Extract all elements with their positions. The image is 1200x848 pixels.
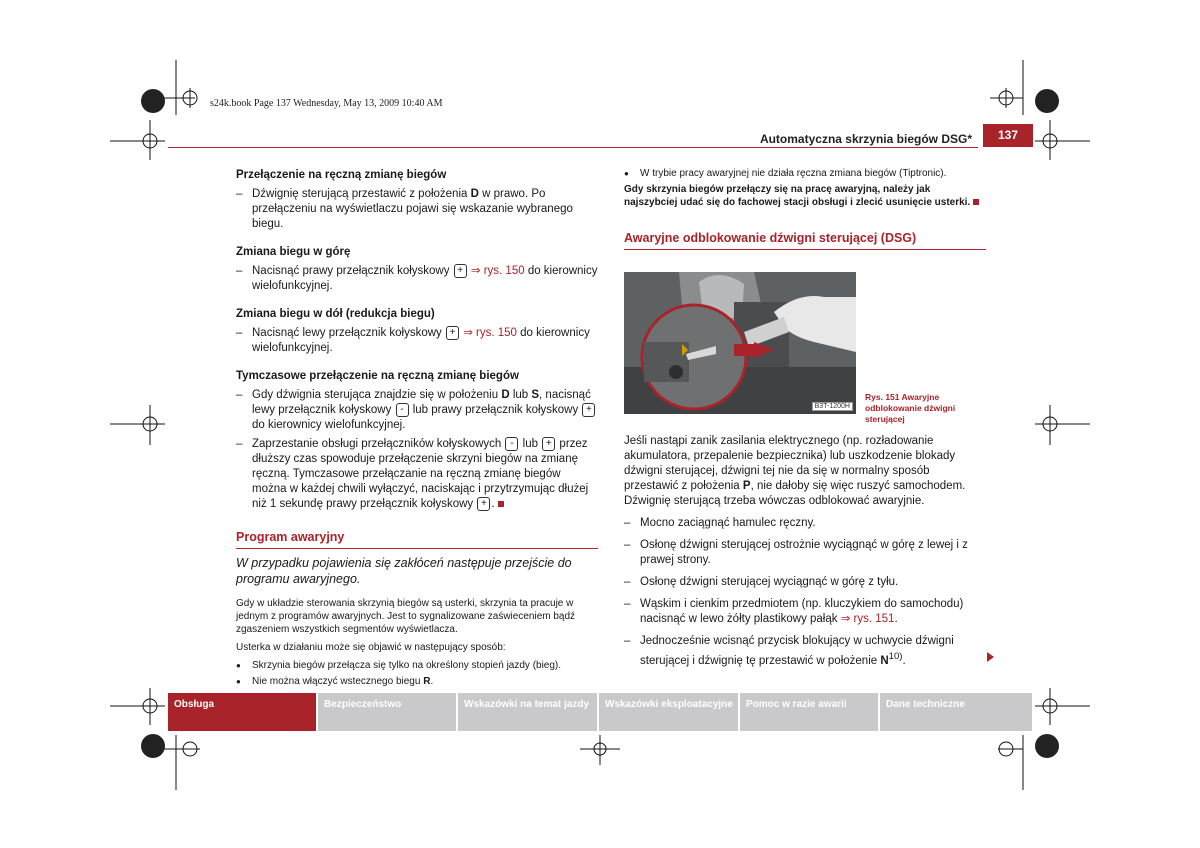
figure-reference-link[interactable]: ⇒ rys. 150 <box>460 327 517 340</box>
paragraph-emergency-release: Jeśli nastąpi zanik zasilania elektrycznego (np. rozładowanie akumulatora, przepalenie bezpiecznika) lub uszkodzenie blokady dźwigni sterującej, dźwigni tej nie da się w normalny sposób przestawić z położenia P, nie dałoby się więc ruszyć samochodem. Dźwignię sterującą trzeba wówczas odblokować awaryjnie. <box>624 435 966 507</box>
running-header-title: Automatyczna skrzynia biegów DSG* <box>759 132 972 146</box>
figure-reference-link[interactable]: ⇒ rys. 151 <box>840 613 895 625</box>
step-remove-cover-sides: – Osłonę dźwigni sterującej ostrożnie wyciągnąć w górę z lewej i z prawej strony. <box>624 538 986 568</box>
paragraph-symptoms: Usterka w działaniu może się objawić w następujący sposób: <box>236 642 506 654</box>
heading-upshift: Zmiana biegu w górę <box>236 246 351 258</box>
right-column <box>624 167 986 256</box>
tab-wskazowki-jazda[interactable]: Wskazówki na temat jazdy <box>458 693 597 731</box>
book-metadata-line: s24k.book Page 137 Wednesday, May 13, 2009 10:40 AM <box>210 98 443 109</box>
gear-lever-illustration <box>624 272 856 414</box>
figure-caption: Rys. 151 Awaryjne odblokowanie dźwigni sterującej <box>865 392 956 424</box>
minus-key-icon: - <box>396 403 409 417</box>
warning-paragraph: Gdy skrzynia biegów przełączy się na pracę awaryjną, należy jak najszybciej udać się do fachowej stacji obsługi i zlecić usunięcie usterki. <box>624 183 986 209</box>
tab-wskazowki-eksploatacyjne[interactable]: Wskazówki eksploatacyjne <box>599 693 738 731</box>
footnote-marker[interactable]: 10) <box>888 651 903 662</box>
right-column-lower <box>624 434 986 673</box>
chapter-navigation <box>168 693 1032 731</box>
plus-key-icon: + <box>477 497 490 511</box>
left-column <box>236 168 598 691</box>
bullet-item: ● Skrzynia biegów przełącza się tylko na określony stopień jazdy (bieg). <box>236 659 598 672</box>
bullet-item: ● Nie można włączyć wstecznego biegu R. <box>236 675 598 688</box>
section-title-emergency-release: Awaryjne odblokowanie dźwigni sterującej (DSG) <box>624 231 986 250</box>
continue-arrow-icon <box>987 652 994 662</box>
tab-pomoc[interactable]: Pomoc w razie awarii <box>740 693 878 731</box>
tab-obsluga[interactable]: Obsługa <box>168 693 316 731</box>
heading-downshift: Zmiana biegu w dół (redukcja biegu) <box>236 308 435 321</box>
tab-bezpieczenstwo[interactable]: Bezpieczeństwo <box>318 693 456 731</box>
figure-code: B3T-1200H <box>812 402 853 411</box>
plus-key-icon: + <box>582 403 595 417</box>
step-temporary-manual: – Gdy dźwignia sterująca znajdzie się w położeniu D lub S, nacisnąć lewy przełącznik kołyskowy - lub prawy przełącznik kołyskowy + do kierownicy wielofunkcyjnej. <box>236 388 598 433</box>
bullet-item: ● W trybie pracy awaryjnej nie działa ręczna zmiana biegów (Tiptronic). <box>624 167 986 180</box>
header-rule <box>168 147 978 148</box>
step-move-to-neutral: – Jednocześnie wcisnąć przycisk blokujący w uchwycie dźwigni sterującej i dźwignię tę przestawić w położenie $N^{10)}$. <box>624 634 986 669</box>
page-number: 137 <box>983 124 1033 147</box>
plus-key-icon: + <box>542 437 555 451</box>
lead-paragraph: W przypadku pojawienia się zakłóceń następuje przejście do programu awaryjnego. <box>236 556 572 587</box>
plus-key-icon: + <box>446 326 459 340</box>
step-manual-shift: – Dźwignię sterującą przestawić z położenia D w prawo. Po przełączeniu na wyświetlaczu pojawi się wskazanie wybranego biegu. <box>236 187 598 232</box>
paragraph-emergency: Gdy w układzie sterowania skrzynią biegów są usterki, skrzynia ta pracuje w jednym z programów awaryjnych. Jest to sygnalizowane zaświeceniem bądź zgaszeniem wszystkich segmentów wyświetlacza. <box>236 598 576 636</box>
figure-reference-link[interactable]: ⇒ rys. 150 <box>467 265 525 278</box>
step-stop-temporary: – Zaprzestanie obsługi przełączników kołyskowych - lub + przez dłuższy czas spowoduje przełączenie skrzyni biegów na zmianę ręczną. Tymczasowe przełączanie na ręczną zmianę biegów można w każdej chwili wyłączyć, naciskając i przytrzymując dłużej niż 1 sekundę prawy przełącznik kołyskowy + . <box>236 437 598 512</box>
figure-emergency-release-photo <box>624 272 856 414</box>
section-title-emergency-program: Program awaryjny <box>236 530 598 549</box>
step-remove-cover-rear: – Osłonę dźwigni sterującej wyciągnąć w górę z tyłu. <box>624 575 986 590</box>
tab-dane-techniczne[interactable]: Dane techniczne <box>880 693 1032 731</box>
section-end-icon <box>973 199 979 205</box>
heading-temporary-manual: Tymczasowe przełączenie na ręczną zmianę biegów <box>236 370 519 383</box>
step-upshift: – Nacisnąć prawy przełącznik kołyskowy + ⇒ rys. 150 do kierownicy wielofunkcyjnej. <box>236 264 598 294</box>
step-handbrake: – Mocno zaciągnąć hamulec ręczny. <box>624 516 986 531</box>
minus-key-icon: - <box>505 437 518 451</box>
section-end-icon <box>498 501 504 507</box>
step-press-yellow-bracket: – Wąskim i cienkim przedmiotem (np. kluczykiem do samochodu) nacisnąć w lewo żółty plastikowy pałąk ⇒ rys. 151. <box>624 597 986 627</box>
step-downshift: – Nacisnąć lewy przełącznik kołyskowy + ⇒ rys. 150 do kierownicy wielofunkcyjnej. <box>236 326 598 356</box>
heading-manual-shift: Przełączenie na ręczną zmianę biegów <box>236 169 447 181</box>
plus-key-icon: + <box>454 264 467 278</box>
